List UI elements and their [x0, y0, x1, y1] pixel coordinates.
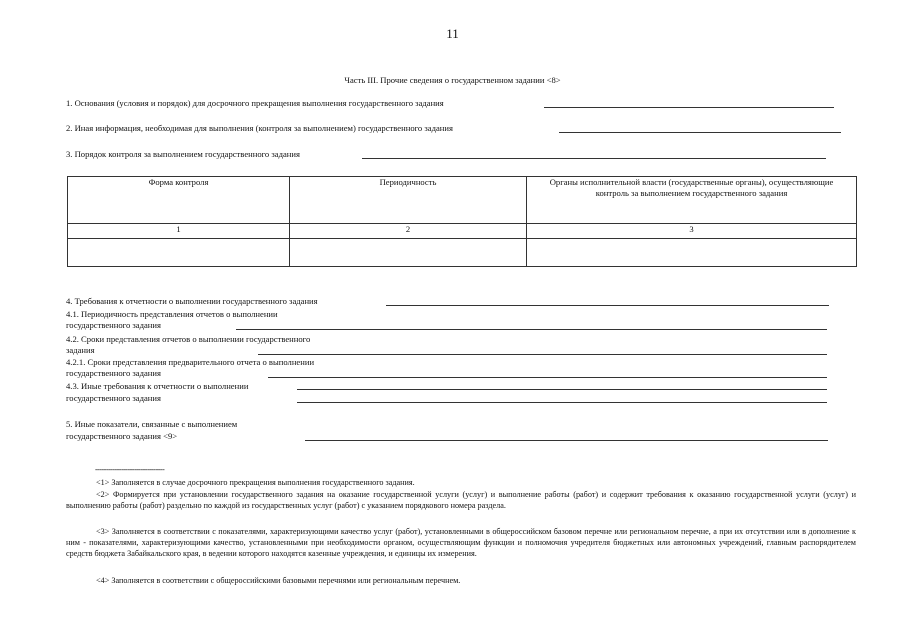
item-5-fill-line [305, 440, 828, 441]
header-periodicity: Периодичность [290, 177, 527, 224]
control-table-number-row [68, 224, 857, 239]
column-number: 3 [527, 224, 857, 239]
header-control-bodies: Органы исполнительной власти (государственные органы), осуществляющие контроль за выполнением государственного задания [527, 177, 857, 224]
footnote-4 [66, 575, 856, 586]
footnote-4-text: <4> Заполняется в соответствии с общероссийскими базовыми перечнями или региональным перечнем. [96, 576, 461, 585]
item-2-fill-line [559, 132, 841, 133]
item-3-fill-line [362, 158, 826, 159]
footnote-1 [66, 477, 856, 488]
item-4-3-fill-line-2 [297, 402, 827, 403]
item-4-1-label-line1: 4.1. Периодичность представления отчетов о выполнении [66, 309, 278, 319]
item-1-fill-line [544, 107, 834, 108]
item-4-fill-line [386, 305, 829, 306]
item-5-label-line1: 5. Иные показатели, связанные с выполнением [66, 419, 238, 429]
item-4-3-label-line1: 4.3. Иные требования к отчетности о выполнении [66, 381, 249, 391]
column-number: 1 [68, 224, 290, 239]
item-4-2-label-line1: 4.2. Сроки представления отчетов о выполнении государственного [66, 334, 311, 344]
item-4-1-fill-line [236, 329, 827, 330]
item-4-2-1-fill-line [268, 377, 827, 378]
item-2-label: 2. Иная информация, необходимая для выполнения (контроля за выполнением) государственного задания [66, 123, 453, 133]
header-control-form: Форма контроля [68, 177, 290, 224]
control-table [67, 176, 857, 267]
part-title: Часть III. Прочие сведения о государственном задании <8> [344, 75, 561, 85]
footnote-divider: -------------------------------- [95, 465, 165, 474]
item-4-2-fill-line [258, 354, 827, 355]
item-4-3-label-line2: государственного задания [66, 393, 161, 403]
footnote-2 [66, 489, 856, 511]
column-number: 2 [290, 224, 527, 239]
item-3-label: 3. Порядок контроля за выполнением государственного задания [66, 149, 300, 159]
footnote-2-text: <2> Формируется при установлении государственного задания на оказание государственной услуги (услуг) и выполнение работы (работ) и содержит требования к оказанию государственной услуги (услуг) и выполнению работы (работ) раздельно по каждой из государственных услуг (работ) с указанием порядкового номера раздела. [66, 490, 856, 510]
item-4-2-1-label-line2: государственного задания [66, 368, 161, 378]
footnote-3-text: <3> Заполняется в соответствии с показателями, характеризующими качество услуг (работ), установленными в общероссийском базовом перечне или региональном перечне, а при их отсутствии или в дополнение к ним - показателями, характеризующими качество, установленными при необходимости органом, осуществляющим функции и полномочия учредителя бюджетных или автономных учреждений, главным распорядителем средств бюджета Забайкальского края, в ведении которого находятся казенные учреждения, и единицы их измерения. [66, 527, 856, 558]
item-5-label-line2: государственного задания <9> [66, 431, 178, 441]
footnote-3 [66, 526, 856, 559]
table-row [68, 239, 857, 267]
item-1-label: 1. Основания (условия и порядок) для досрочного прекращения выполнения государственного задания [66, 98, 444, 108]
table-cell [68, 239, 290, 267]
item-4-2-label-line2: задания [66, 345, 95, 355]
item-4-label: 4. Требования к отчетности о выполнении государственного задания [66, 296, 318, 306]
table-cell [527, 239, 857, 267]
item-4-2-1-label-line1: 4.2.1. Сроки представления предварительного отчета о выполнении [66, 357, 315, 367]
footnote-1-text: <1> Заполняется в случае досрочного прекращения выполнения государственного задания. [96, 478, 415, 487]
table-cell [290, 239, 527, 267]
item-4-1-label-line2: государственного задания [66, 320, 161, 330]
control-table-header-row [68, 177, 857, 224]
item-4-3-fill-line-1 [297, 389, 827, 390]
page-number: 11 [446, 26, 459, 41]
